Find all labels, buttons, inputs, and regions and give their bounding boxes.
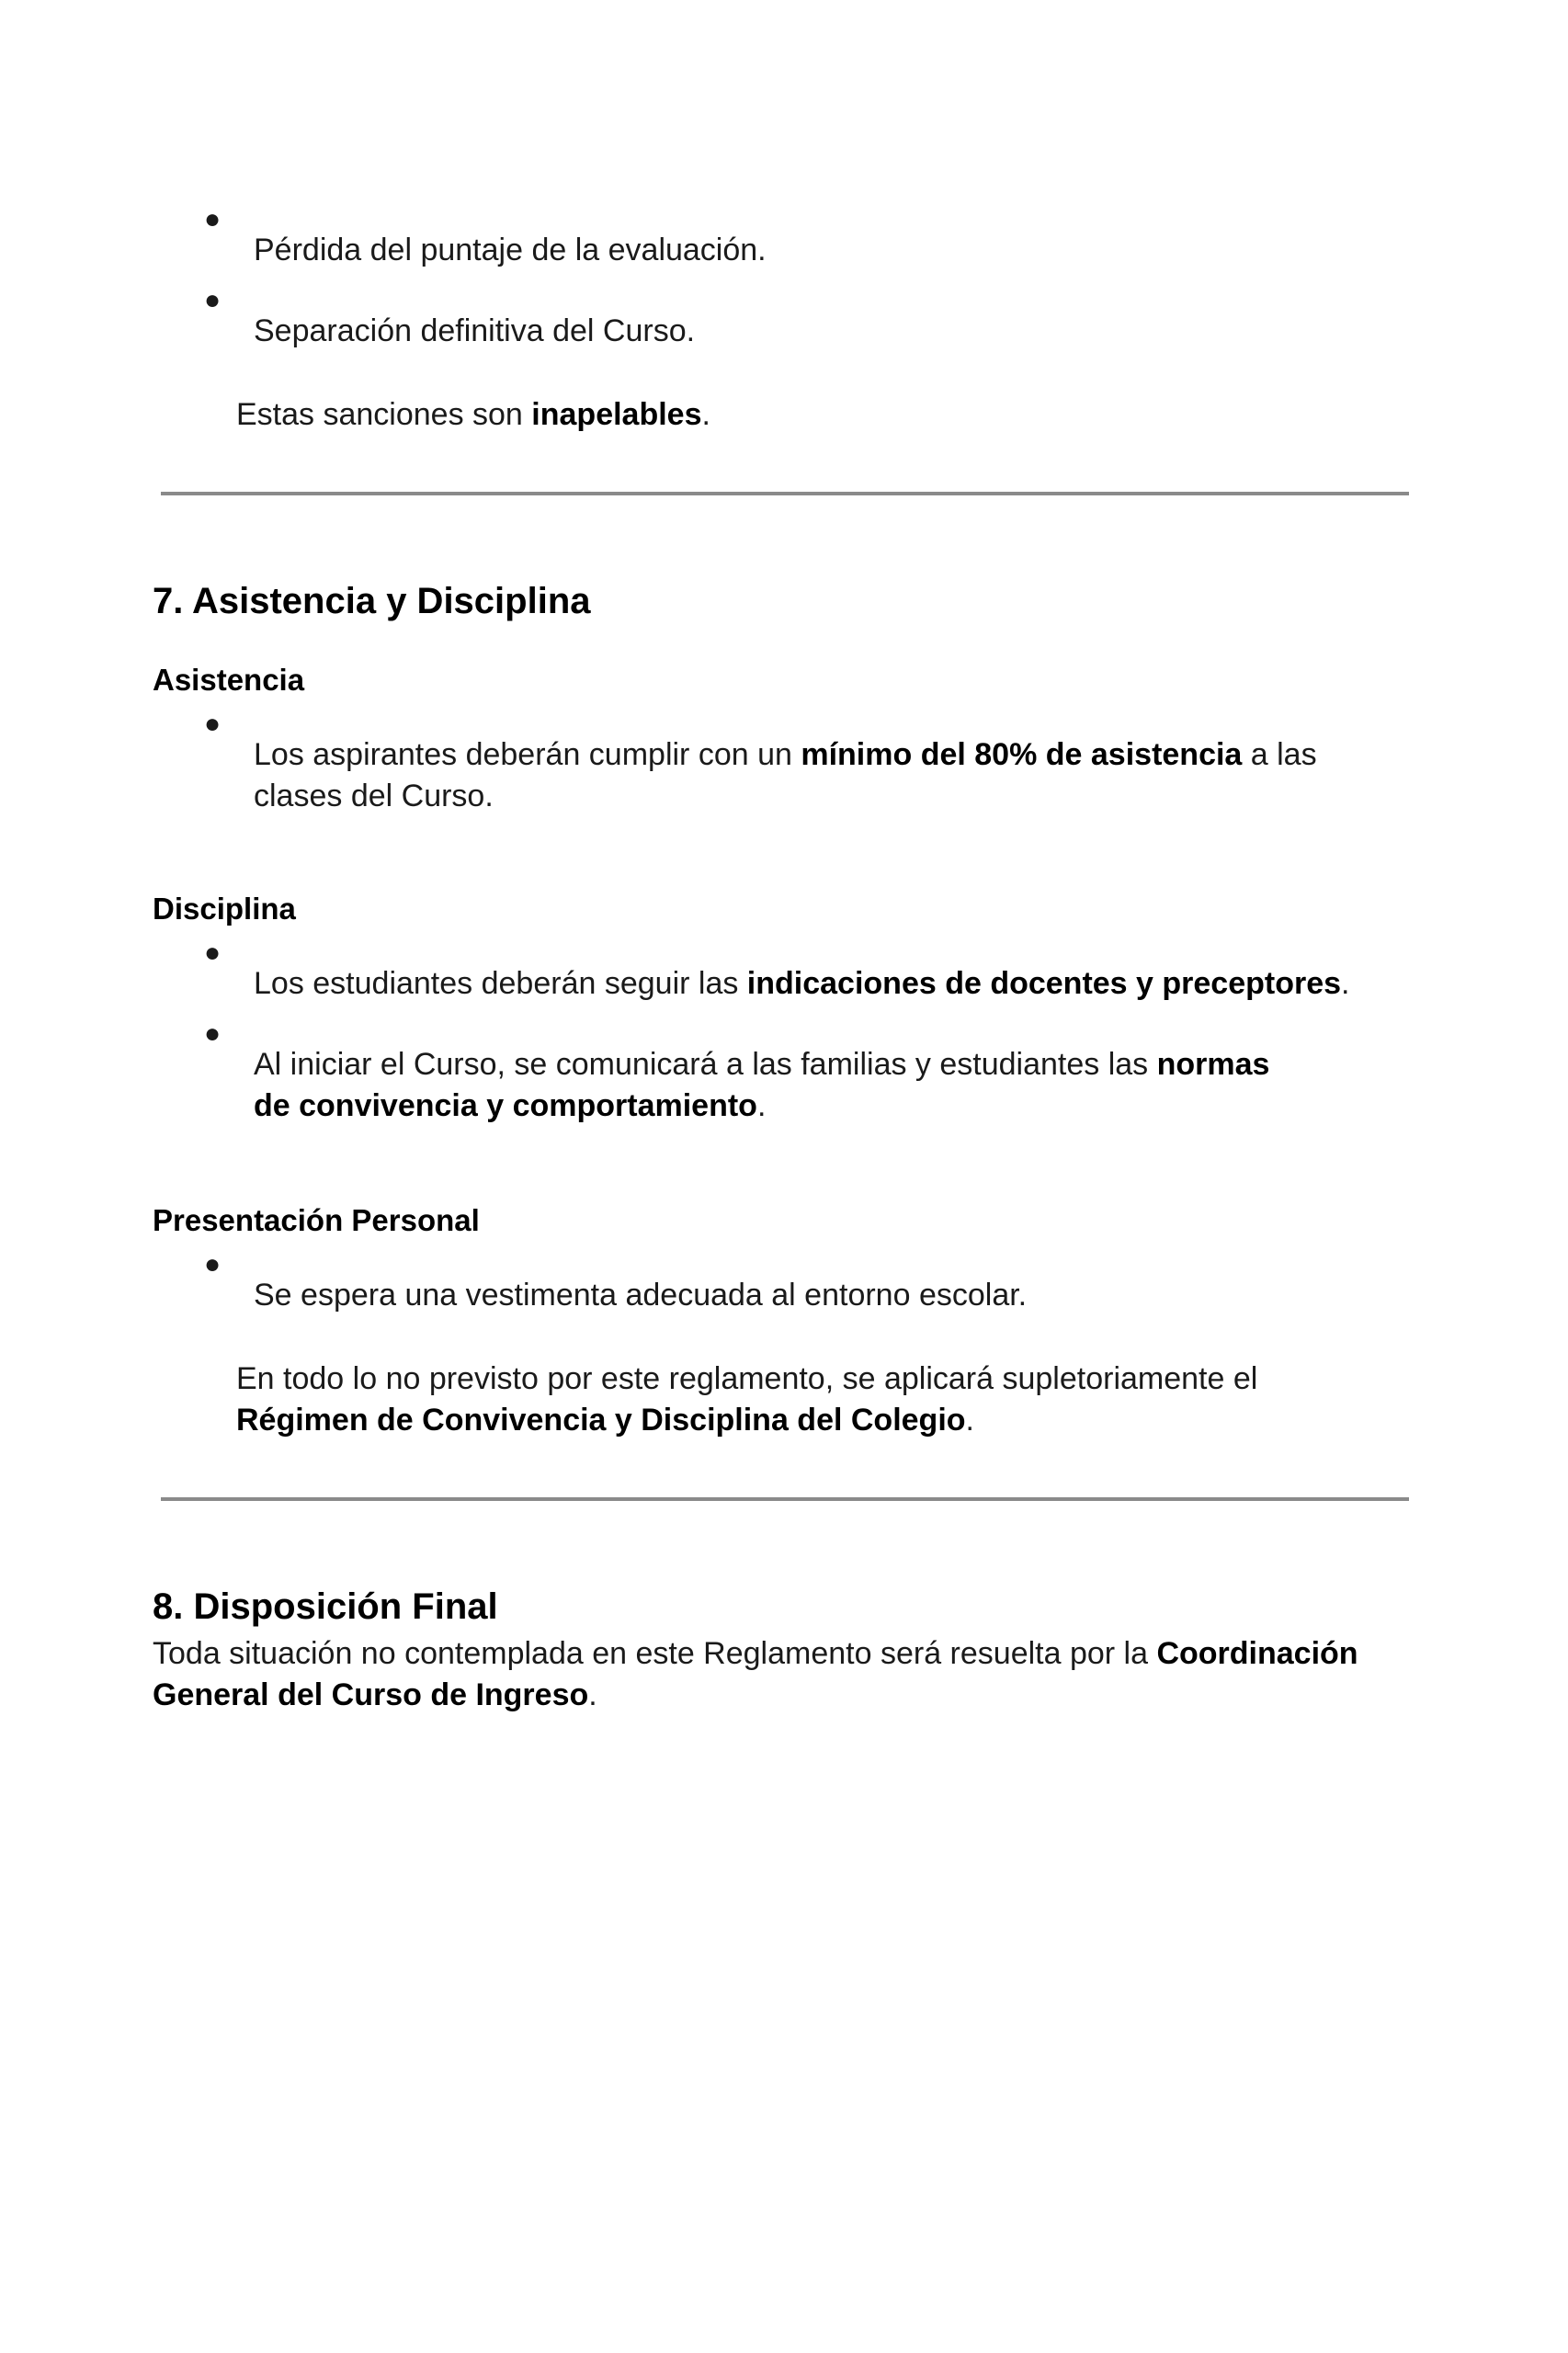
sanctions-note-emphasis: inapelables [531,397,702,432]
list-item-sanction-1: Pérdida del puntaje de la evaluación. [254,233,767,267]
section-divider [161,1497,1409,1501]
list-item-discipline-2: Al iniciar el Curso, se comunicará a las familias y estudiantes las normas de convivencia y comportamiento. [254,1047,1270,1123]
section7-note-emphasis: Régimen de Convivencia y Disciplina del Colegio [236,1403,966,1438]
bullet-glyph: ● [204,709,222,739]
discipline-emphasis-1: indicaciones de docentes y preceptores [746,966,1342,1001]
section7-note: En todo lo no previsto por este reglamento, se aplicará supletoriamente el Régimen de Convivencia y Disciplina del Colegio. [236,1361,1258,1438]
discipline-emphasis-2: normas de convivencia y comportamiento [254,1047,1270,1123]
subheading-disciplina: Disciplina [153,892,296,926]
attendance-emphasis: mínimo del 80% de asistencia [801,737,1243,772]
bullet-glyph: ● [204,938,222,968]
subheading-asistencia: Asistencia [153,663,305,697]
bullet-glyph: ● [204,1249,222,1279]
section8-emphasis: Coordinación General del Curso de Ingreso [153,1636,1358,1712]
section-title-7: 7. Asistencia y Disciplina [153,581,591,622]
sanctions-note: Estas sanciones son inapelables. [236,397,710,432]
subheading-presentacion-personal: Presentación Personal [153,1203,480,1237]
bullet-glyph: ● [204,204,222,234]
list-item-discipline-1: Los estudiantes deberán seguir las indicaciones de docentes y preceptores. [254,966,1350,1001]
list-item-attendance-1: Los aspirantes deberán cumplir con un mínimo del 80% de asistencia a las clases del Curso. [254,737,1317,813]
section8-paragraph: Toda situación no contemplada en este Reglamento será resuelta por la Coordinación General del Curso de Ingreso. [153,1636,1358,1712]
section-title-8: 8. Disposición Final [153,1586,498,1628]
list-item-sanction-2: Separación definitiva del Curso. [254,313,696,348]
bullet-glyph: ● [204,285,222,315]
section-divider [161,492,1409,495]
list-item-presentation-1: Se espera una vestimenta adecuada al entorno escolar. [254,1278,1028,1313]
bullet-glyph: ● [204,1018,222,1049]
